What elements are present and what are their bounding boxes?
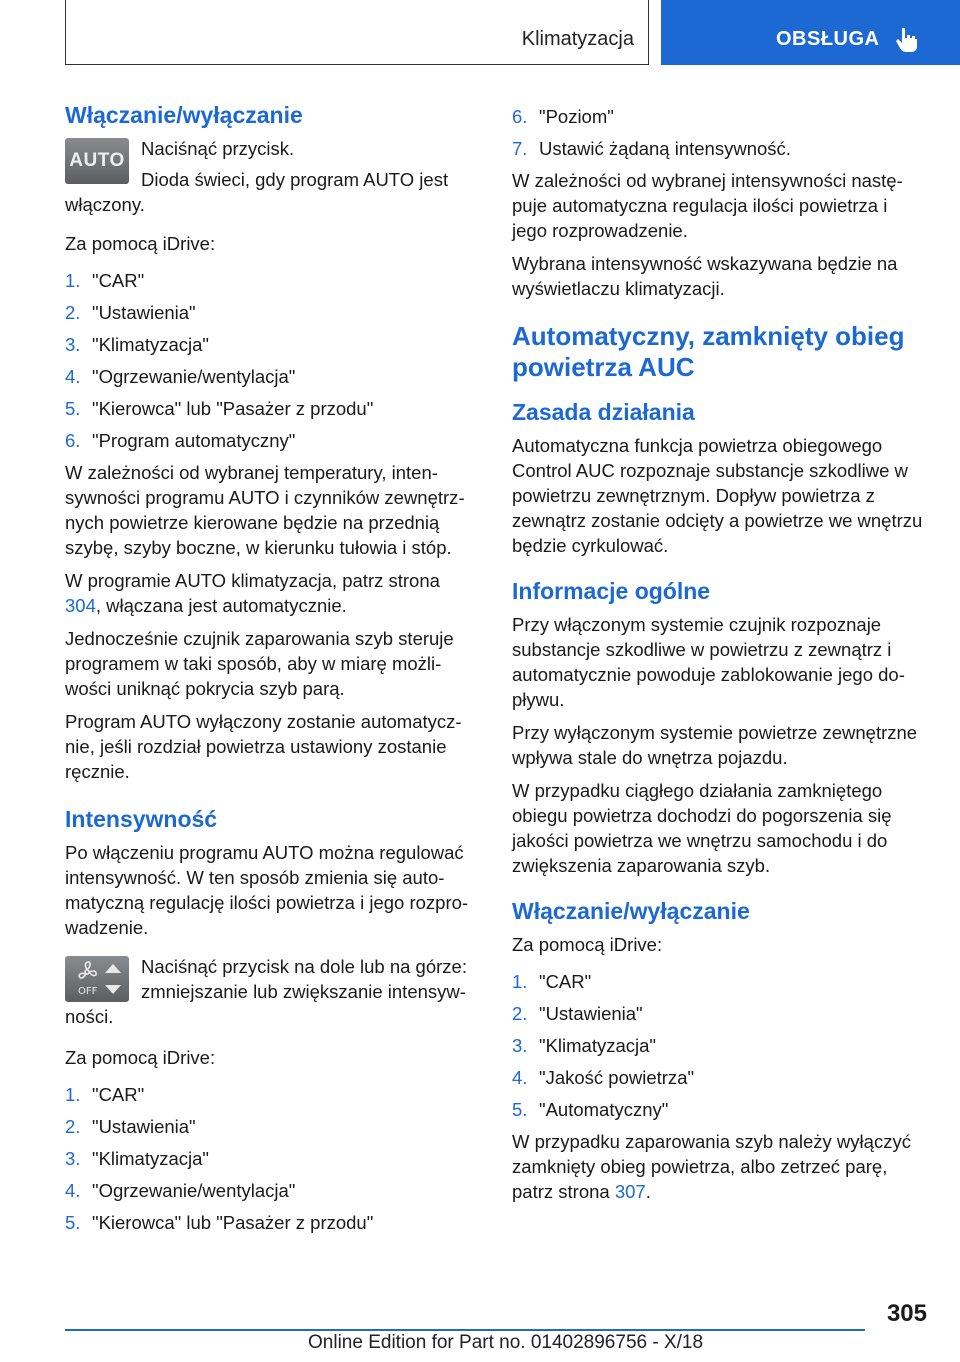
heading-principle: Zasada działania: [512, 399, 695, 425]
idrive-label: Za pomocą iDrive:: [65, 1047, 216, 1068]
heading-intensity: Intensywność: [65, 806, 218, 832]
list-item: 6. "Poziom": [512, 106, 614, 127]
auto-button-label: AUTO: [69, 150, 125, 171]
heading-auc: Automatyczny, zamknięty obieg powietrza AUC: [512, 321, 905, 382]
paragraph: Przy włączonym systemie czujnik rozpoznaje substancje szkodliwe w powietrzu z zewnątrz i automatycznie powoduje zablokowanie jego dopływu.: [512, 614, 905, 710]
chapter-tab-label: OBSŁUGA: [776, 28, 880, 50]
paragraph: W przypadku zaparowania szyb należy wyłączyć zamknięty obieg powietrza, albo zetrzeć parę, patrz strona 307.: [512, 1131, 911, 1202]
press-button-text: Naciśnąć przycisk.: [141, 138, 295, 159]
paragraph: W przypadku ciągłego działania zamkniętego obiegu powietrza dochodzi do pogorszenia się jakości powietrza we wnętrzu samochodu i do zwiększenia zaparowania szyb.: [512, 780, 892, 876]
list-item: 1. "CAR": [512, 971, 592, 992]
fan-intensity-button-icon: [65, 956, 129, 1002]
press-up-down-text: Naciśnąć przycisk na dole lub na górze: zmniejszanie lub zwiększanie intensywności.: [65, 956, 467, 1027]
fan-icon: [65, 956, 129, 1002]
page-link-304[interactable]: 304: [65, 595, 96, 616]
pointing-hand-icon: [893, 26, 921, 54]
section-title: Klimatyzacja: [521, 28, 634, 50]
list-item: 5. "Kierowca" lub "Pasażer z przodu": [65, 1212, 374, 1233]
svg-text:OFF: OFF: [78, 986, 98, 997]
list-item: 3. "Klimatyzacja": [65, 1148, 209, 1169]
list-item: 1. "CAR": [65, 270, 145, 291]
list-item: 2. "Ustawienia": [65, 1116, 196, 1137]
steps-list-2: [65, 1082, 480, 1235]
idrive-label: Za pomocą iDrive:: [512, 934, 663, 955]
left-column: [65, 100, 480, 1242]
paragraph: Przy wyłączonym systemie powietrze zewnętrzne wpływa stale do wnętrza pojazdu.: [512, 722, 918, 768]
edition-text: Online Edition for Part no. 01402896756 - X/18: [308, 1332, 704, 1353]
fan-button-block: [65, 954, 480, 1035]
paragraph: Jednocześnie czujnik zaparowania szyb steruje programem w taki sposób, aby w miarę możliwości uniknąć pokrycia szyb parą.: [65, 628, 454, 699]
auto-button-block: [65, 136, 480, 223]
list-item: 4. "Ogrzewanie/wentylacja": [65, 1180, 296, 1201]
paragraph: Automatyczna funkcja powietrza obiegowego Control AUC rozpoznaje substancje szkodliwe w powietrzu zewnętrznym. Dopływ powietrza z zewnątrz zostanie odcięty a powietrze we wnętrzu będzie cyrkulować.: [512, 435, 923, 556]
paragraph: Wybrana intensywność wskazywana będzie na wyświetlaczu klimatyzacji.: [512, 253, 898, 299]
paragraph: W programie AUTO klimatyzacja, patrz strona 304, włączana jest automatycznie.: [65, 570, 440, 616]
list-item: 3. "Klimatyzacja": [65, 334, 209, 355]
list-item: 3. "Klimatyzacja": [512, 1035, 656, 1056]
heading-general: Informacje ogólne: [512, 578, 711, 604]
list-item: 5. "Kierowca" lub "Pasażer z przodu": [65, 398, 374, 419]
heading-on-off: Włączanie/wyłączanie: [65, 102, 303, 128]
paragraph: W zależności od wybranej temperatury, intensywności programu AUTO i czynników zewnętrznych powietrze kierowane będzie na przednią szybę, szyby boczne, w kierunku tułowia i stóp.: [65, 462, 465, 558]
steps-list-1: [65, 268, 480, 453]
list-item: 2. "Ustawienia": [65, 302, 196, 323]
auto-button-icon: [65, 138, 129, 184]
page-link-307[interactable]: 307: [614, 1181, 646, 1202]
list-item: 7. Ustawić żądaną intensywność.: [512, 138, 791, 159]
paragraph: Program AUTO wyłączony zostanie automatycznie, jeśli rozdział powietrza ustawiony zostanie ręcznie.: [65, 711, 462, 782]
list-item: 4. "Ogrzewanie/wentylacja": [65, 366, 296, 387]
chapter-tab: [661, 0, 960, 65]
steps-list-3: [512, 969, 927, 1122]
page-number: 305: [886, 1300, 927, 1327]
page-footer: [0, 1290, 960, 1362]
list-item: 6. "Program automatyczny": [65, 430, 296, 451]
led-text: Dioda świeci, gdy program AUTO jest włączony.: [65, 169, 449, 215]
paragraph: Po włączeniu programu AUTO można regulować intensywność. W ten sposób zmienia się automatyczną regulację ilości powietrza i jego rozprowadzenie.: [65, 842, 469, 938]
idrive-label: Za pomocą iDrive:: [65, 233, 216, 254]
header-section-box: [65, 0, 649, 65]
list-item: 2. "Ustawienia": [512, 1003, 643, 1024]
list-item: 1. "CAR": [65, 1084, 145, 1105]
footer-divider: [65, 1329, 865, 1331]
right-column: [512, 104, 927, 1212]
paragraph: W zależności od wybranej intensywności następuje automatyczna regulacja ilości powietrza i jego rozprowadzenie.: [512, 170, 903, 241]
page-header: [0, 0, 960, 66]
heading-on-off-auc: Włączanie/wyłączanie: [512, 898, 750, 924]
steps-list-continued: [512, 104, 927, 161]
list-item: 4. "Jakość powietrza": [512, 1067, 695, 1088]
list-item: 5. "Automatyczny": [512, 1099, 669, 1120]
